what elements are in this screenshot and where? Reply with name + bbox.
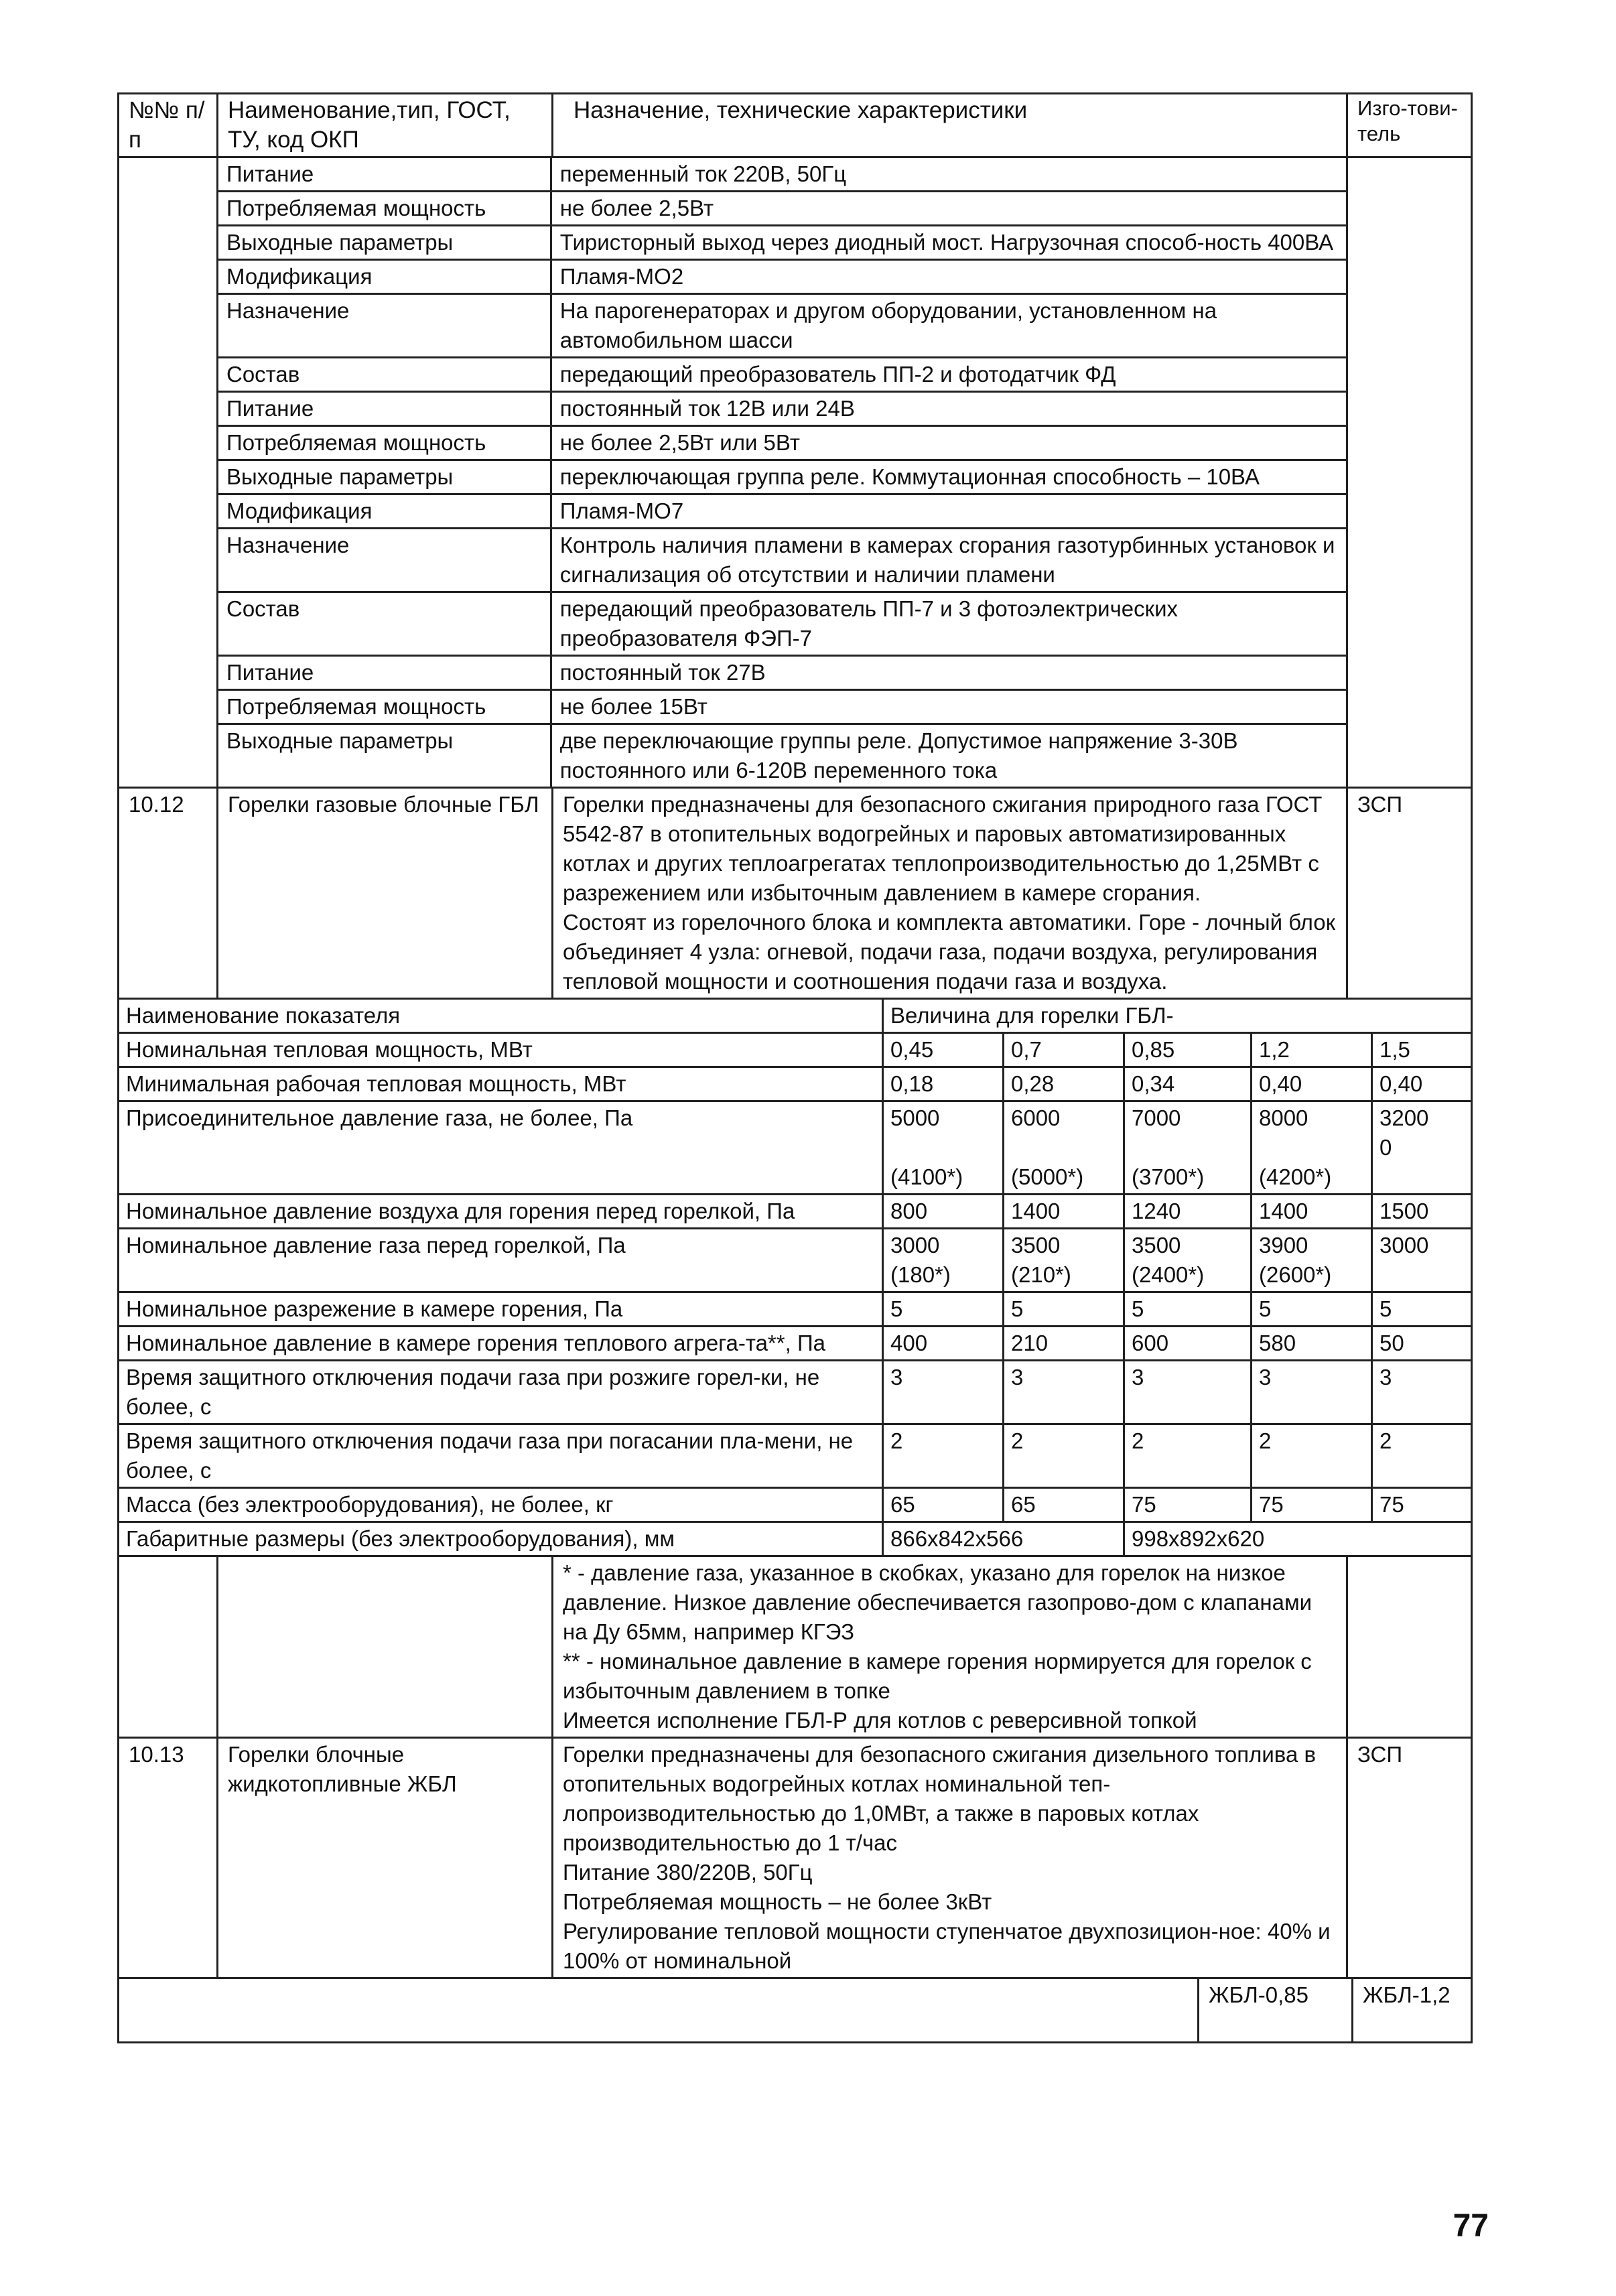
- params-row: [218, 690, 1346, 724]
- params-label: Потребляемая мощность: [218, 426, 551, 460]
- params-label: Состав: [218, 358, 551, 392]
- dims-row: [119, 1522, 1472, 1556]
- notes-maker: [1347, 1556, 1472, 1738]
- params-value: не более 2,5Вт: [551, 192, 1346, 226]
- indicator-value: 3500 (210*): [1004, 1229, 1124, 1292]
- indicator-value: 3000: [1372, 1229, 1472, 1292]
- params-value: постоянный ток 27В: [551, 656, 1346, 690]
- models-blank: [119, 1978, 1199, 2043]
- params-row: [218, 592, 1346, 656]
- indicator-value: 1400: [1004, 1195, 1124, 1229]
- indicator-value: 1240: [1124, 1195, 1252, 1229]
- item-1013-desc: [553, 1738, 1347, 1978]
- params-value: Пламя-МО7: [551, 494, 1346, 529]
- indicator-value: 1,5: [1372, 1033, 1472, 1067]
- params-row: [218, 392, 1346, 426]
- indicator-value: 3500 (2400*): [1124, 1229, 1252, 1292]
- document-page: [117, 92, 1471, 2043]
- params-label: Потребляемая мощность: [218, 690, 551, 724]
- params-label: Выходные параметры: [218, 460, 551, 494]
- item-1013-maker: ЗСП: [1347, 1738, 1472, 1978]
- indicator-value: 5: [1372, 1292, 1472, 1327]
- model-a: ЖБЛ-0,85: [1199, 1978, 1353, 2043]
- item-1013-regulation: Регулирование тепловой мощности ступенчатое двухпозицион-ное: 40% и 100% от номинальной: [563, 1919, 1331, 1973]
- models-row: [119, 1978, 1472, 2043]
- indicator-value: 3: [1124, 1361, 1252, 1424]
- params-value: постоянный ток 12В или 24В: [551, 392, 1346, 426]
- indicator-value: 210: [1004, 1327, 1124, 1361]
- indicator-row: [119, 1361, 1472, 1424]
- item-1013-row: [119, 1738, 1472, 1978]
- item-1013-num: 10.13: [119, 1738, 218, 1978]
- indicator-name: Масса (без электрооборудования), не более, кг: [119, 1488, 883, 1522]
- params-table: [218, 158, 1346, 787]
- note-1: * - давление газа, указанное в скобках, указано для горелок на низкое давление. Низкое давление обеспечивается газопрово-дом с клапанами на Ду 65мм, например КГЭЗ: [563, 1560, 1312, 1644]
- indicator-value: 2: [883, 1424, 1004, 1488]
- params-value: Тиристорный выход через диодный мост. Нагрузочная способ-ность 400ВА: [551, 226, 1346, 260]
- indicator-value: 2: [1372, 1424, 1472, 1488]
- params-row: [218, 358, 1346, 392]
- params-row: [218, 529, 1346, 592]
- indicator-value: 5: [883, 1292, 1004, 1327]
- params-label: Потребляемая мощность: [218, 192, 551, 226]
- params-row: [218, 426, 1346, 460]
- indicator-value: 50: [1372, 1327, 1472, 1361]
- indicator-value: 0,40: [1372, 1067, 1472, 1101]
- indicator-value: 8000 (4200*): [1252, 1101, 1372, 1195]
- indicator-value: 3: [1252, 1361, 1372, 1424]
- indicator-value: 1400: [1252, 1195, 1372, 1229]
- item-1013-consumption: Потребляемая мощность – не более 3кВт: [563, 1889, 992, 1914]
- main-table: [117, 92, 1473, 1000]
- indicator-value: 75: [1372, 1488, 1472, 1522]
- params-row: [218, 494, 1346, 529]
- lower-table: [117, 1555, 1473, 1979]
- indicator-value: 3200 0: [1372, 1101, 1472, 1195]
- indicator-value: 2: [1252, 1424, 1372, 1488]
- notes-text: [553, 1556, 1347, 1738]
- indicator-value: 0,34: [1124, 1067, 1252, 1101]
- params-value: передающий преобразователь ПП-7 и 3 фотоэлектрических преобразователя ФЭП-7: [551, 592, 1346, 656]
- indicator-value: 800: [883, 1195, 1004, 1229]
- indicators-head-value: Величина для горелки ГБЛ-: [883, 999, 1472, 1033]
- params-row: [218, 260, 1346, 294]
- indicator-name: Время защитного отключения подачи газа при розжиге горел-ки, не более, с: [119, 1361, 883, 1424]
- indicator-value: 3: [1372, 1361, 1472, 1424]
- indicator-value: 0,45: [883, 1033, 1004, 1067]
- notes-name: [218, 1556, 553, 1738]
- params-value: На парогенераторах и другом оборудовании, установленном на автомобильном шасси: [551, 294, 1346, 358]
- note-2: ** - номинальное давление в камере горения нормируется для горелок с избыточным давлением в топке: [563, 1649, 1312, 1703]
- params-label: Питание: [218, 656, 551, 690]
- models-table: [117, 1977, 1473, 2043]
- params-maker-cell: [1347, 157, 1472, 788]
- indicator-value: 5: [1252, 1292, 1372, 1327]
- indicator-value: 5: [1124, 1292, 1252, 1327]
- params-label: Модификация: [218, 260, 551, 294]
- item-1012-num: 10.12: [119, 788, 218, 999]
- params-value: не более 2,5Вт или 5Вт: [551, 426, 1346, 460]
- indicator-value: 75: [1252, 1488, 1372, 1522]
- params-value: переменный ток 220В, 50Гц: [551, 158, 1346, 192]
- indicator-value: 0,18: [883, 1067, 1004, 1101]
- indicator-value: 0,28: [1004, 1067, 1124, 1101]
- indicator-name: Номинальное давление в камере горения теплового агрега-та**, Па: [119, 1327, 883, 1361]
- item-1012-maker: ЗСП: [1347, 788, 1472, 999]
- indicators-table: [117, 998, 1473, 1557]
- indicator-name: Минимальная рабочая тепловая мощность, МВт: [119, 1067, 883, 1101]
- indicator-value: 65: [1004, 1488, 1124, 1522]
- indicator-row: [119, 1292, 1472, 1327]
- params-label: Питание: [218, 158, 551, 192]
- params-row: [218, 226, 1346, 260]
- params-label: Модификация: [218, 494, 551, 529]
- params-row: [218, 192, 1346, 226]
- params-label: Выходные параметры: [218, 724, 551, 787]
- header-name: Наименование,тип, ГОСТ, ТУ, код ОКП: [218, 94, 553, 157]
- indicator-name: Присоединительное давление газа, не более, Па: [119, 1101, 883, 1195]
- indicator-value: 3900 (2600*): [1252, 1229, 1372, 1292]
- indicator-row: [119, 1229, 1472, 1292]
- note-3: Имеется исполнение ГБЛ-Р для котлов с реверсивной топкой: [563, 1708, 1197, 1733]
- indicator-name: Номинальная тепловая мощность, МВт: [119, 1033, 883, 1067]
- item-1013-power: Питание 380/220В, 50Гц: [563, 1860, 813, 1885]
- params-cell: [218, 157, 1347, 788]
- item-1012-row: [119, 788, 1472, 999]
- indicators-head-name: Наименование показателя: [119, 999, 883, 1033]
- indicator-value: 580: [1252, 1327, 1372, 1361]
- indicator-row: [119, 1488, 1472, 1522]
- params-row: [218, 294, 1346, 358]
- params-label: Состав: [218, 592, 551, 656]
- params-label: Назначение: [218, 529, 551, 592]
- indicator-value: 65: [883, 1488, 1004, 1522]
- indicator-value: 5000 (4100*): [883, 1101, 1004, 1195]
- model-b: ЖБЛ-1,2: [1353, 1978, 1472, 2043]
- params-row: [218, 158, 1346, 192]
- dims-a: 866х842х566: [883, 1522, 1124, 1556]
- item-1012-desc: [553, 788, 1347, 999]
- item-1013-desc-text: Горелки предназначены для безопасного сжигания дизельного топлива в отопительных водогрейных котлах номинальной теп-лопроизводительностью до 1,0МВт, а также в паровых котлах производительностью до 1 т/час: [563, 1742, 1316, 1855]
- params-row: [218, 460, 1346, 494]
- indicator-value: 0,7: [1004, 1033, 1124, 1067]
- params-label: Назначение: [218, 294, 551, 358]
- indicator-value: 1,2: [1252, 1033, 1372, 1067]
- indicator-row: [119, 1101, 1472, 1195]
- item-1012-desc-text: Горелки предназначены для безопасного сжигания природного газа ГОСТ 5542-87 в отопительных водогрейных и паровых автоматизированных котлах и других теплоагрегатах теплопроизводительностью до 1,25МВт с разрежением или избыточным давлением в камере сгорания.: [563, 792, 1323, 905]
- indicator-name: Номинальное разрежение в камере горения, Па: [119, 1292, 883, 1327]
- indicator-value: 2: [1004, 1424, 1124, 1488]
- indicator-row: [119, 1067, 1472, 1101]
- indicators-header-row: [119, 999, 1472, 1033]
- indicator-value: 600: [1124, 1327, 1252, 1361]
- indicator-value: 400: [883, 1327, 1004, 1361]
- table-header-row: [119, 94, 1472, 157]
- notes-num: [119, 1556, 218, 1738]
- indicator-value: 75: [1124, 1488, 1252, 1522]
- params-value: переключающая группа реле. Коммутационная способность – 10ВА: [551, 460, 1346, 494]
- indicator-value: 3: [883, 1361, 1004, 1424]
- indicator-row: [119, 1195, 1472, 1229]
- params-value: Контроль наличия пламени в камерах сгорания газотурбинных установок и сигнализация об отсутствии и наличии пламени: [551, 529, 1346, 592]
- indicator-row: [119, 1033, 1472, 1067]
- indicator-name: Время защитного отключения подачи газа при погасании пла-мени, не более, с: [119, 1424, 883, 1488]
- notes-row: [119, 1556, 1472, 1738]
- indicator-value: 5: [1004, 1292, 1124, 1327]
- header-maker: Изго-тови-тель: [1347, 94, 1472, 157]
- indicator-value: 7000 (3700*): [1124, 1101, 1252, 1195]
- header-num: №№ п/п: [119, 94, 218, 157]
- params-value: Пламя-МО2: [551, 260, 1346, 294]
- indicator-row: [119, 1424, 1472, 1488]
- header-purpose: Назначение, технические характеристики: [553, 94, 1347, 157]
- dims-name: Габаритные размеры (без электрооборудования), мм: [119, 1522, 883, 1556]
- indicator-value: 0,40: [1252, 1067, 1372, 1101]
- dims-b: 998х892х620: [1124, 1522, 1472, 1556]
- indicator-value: 1500: [1372, 1195, 1472, 1229]
- params-num-cell: [119, 157, 218, 788]
- indicator-value: 0,85: [1124, 1033, 1252, 1067]
- indicator-value: 3000 (180*): [883, 1229, 1004, 1292]
- params-label: Питание: [218, 392, 551, 426]
- params-label: Выходные параметры: [218, 226, 551, 260]
- item-1012-desc2-text: Состоят из горелочного блока и комплекта автоматики. Горе - лочный блок объединяет 4 узла: огневой, подачи газа, подачи воздуха, регулирования тепловой мощности и соотношения подачи газа и воздуха.: [563, 910, 1336, 994]
- indicator-name: Номинальное давление воздуха для горения перед горелкой, Па: [119, 1195, 883, 1229]
- params-value: передающий преобразователь ПП-2 и фотодатчик ФД: [551, 358, 1346, 392]
- indicator-value: 3: [1004, 1361, 1124, 1424]
- indicator-value: 2: [1124, 1424, 1252, 1488]
- params-value: две переключающие группы реле. Допустимое напряжение 3-30В постоянного или 6-120В переменного тока: [551, 724, 1346, 787]
- page-number: 77: [1453, 2208, 1489, 2244]
- indicator-value: 6000 (5000*): [1004, 1101, 1124, 1195]
- indicator-row: [119, 1327, 1472, 1361]
- params-row: [218, 724, 1346, 787]
- params-value: не более 15Вт: [551, 690, 1346, 724]
- params-block-row: [119, 157, 1472, 788]
- item-1013-name: Горелки блочные жидкотопливные ЖБЛ: [218, 1738, 553, 1978]
- params-row: [218, 656, 1346, 690]
- indicator-name: Номинальное давление газа перед горелкой, Па: [119, 1229, 883, 1292]
- item-1012-name: Горелки газовые блочные ГБЛ: [218, 788, 553, 999]
